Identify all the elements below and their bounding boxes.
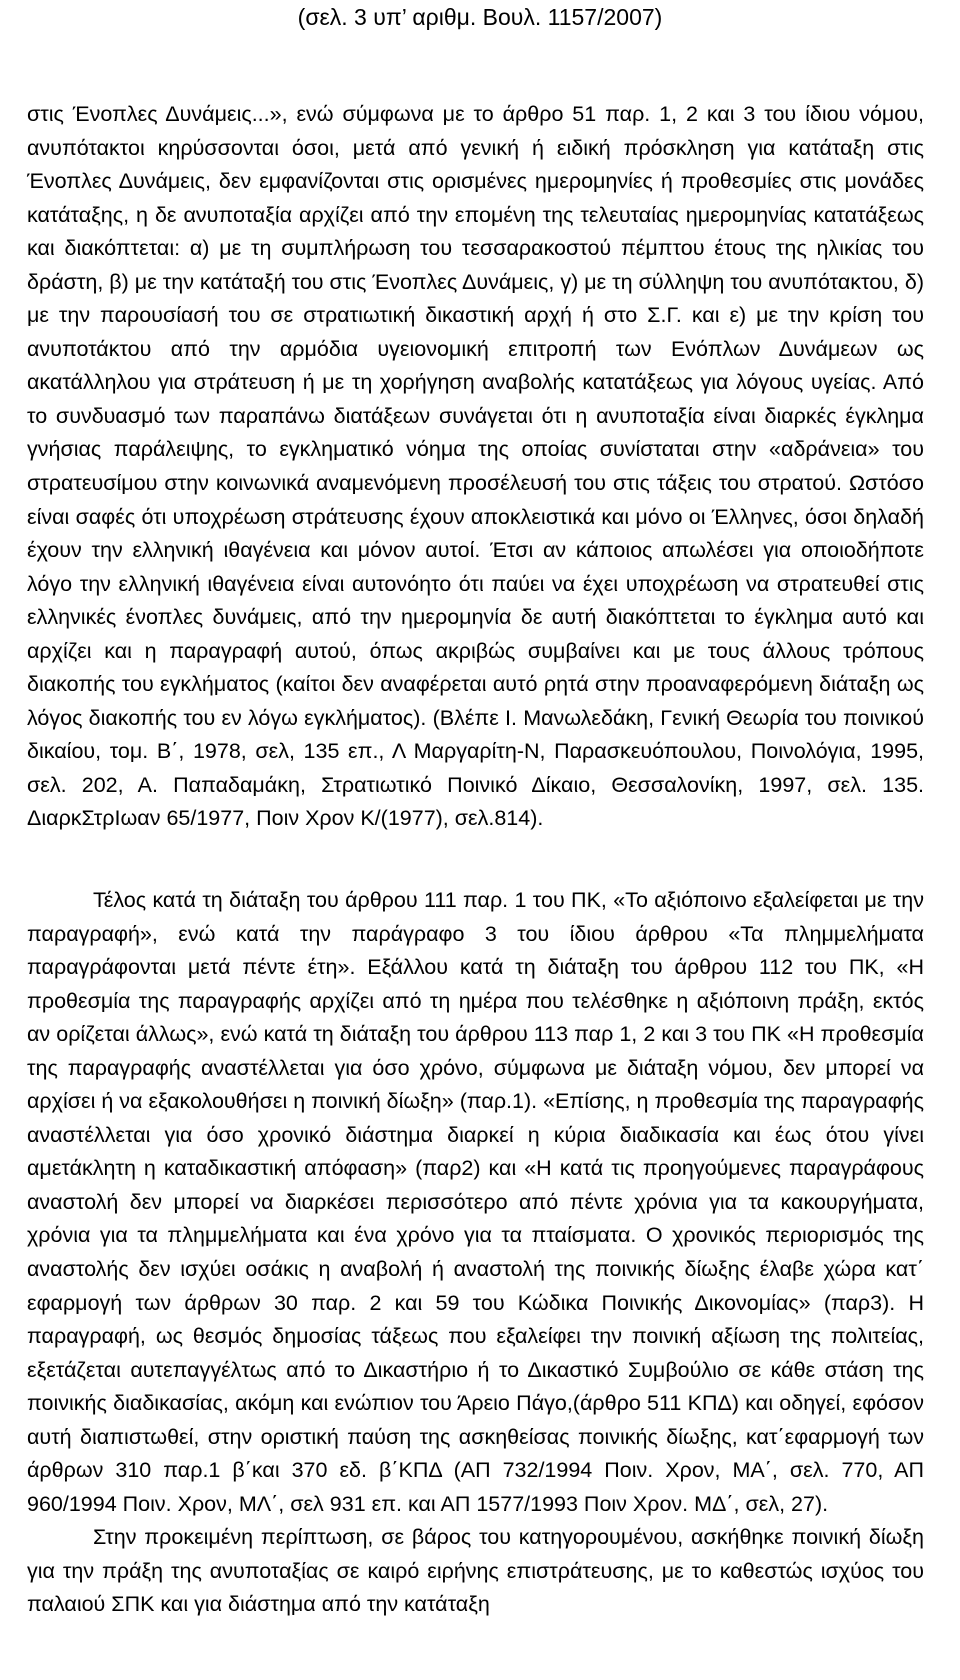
body-paragraph-2: [27, 884, 924, 1622]
page-reference-header: (σελ. 3 υπ’ αριθμ. Βουλ. 1157/2007): [297, 4, 663, 30]
body-paragraph-2-text: Τέλος κατά τη διάταξη του άρθρου 111 παρ. 1 του ΠΚ, «Το αξιόποινο εξαλείφεται με την παραγραφή», ενώ κατά την παράγραφο 3 του ίδιου άρθρου «Τα πλημμελήματα παραγράφονται μετά πέντε έτη». Εξάλλου κατά τη διάταξη του άρθρου 112 του ΠΚ, «Η προθεσμία της παραγραφής αρχίζει από τη ημέρα που τελέσθηκε η αξιόποινη πράξη, εκτός αν ορίζεται άλλως», ενώ κατά τη διάταξη του άρθρου 113 παρ 1, 2 και 3 του ΠΚ «Η προθεσμία της παραγραφής αναστέλλεται για όσο χρόνο, σύμφωνα με διάταξη νόμου, δεν μπορεί να αρχίσει ή να εξακολουθήσει η ποινική δίωξη» (παρ.1). «Επίσης, η προθεσμία της παραγραφής αναστέλλεται για όσο χρονικό διάστημα διαρκεί η κύρια διαδικασία και έως ότου γίνει αμετάκλητη η καταδικαστική απόφαση» (παρ2) και «Η κατά τις προηγούμενες παραγράφους αναστολή δεν μπορεί να διαρκέσει περισσότερο από πέντε χρόνια για τα κακουργήματα, χρόνια για τα πλημμελήματα και ένα χρόνο για τα πταίσματα. Ο χρονικός περιορισμός της αναστολής δεν ισχύει οσάκις η αναβολή ή αναστολή της ποινικής δίωξης έλαβε χώρα κατ΄ εφαρμογή των άρθρων 30 παρ. 2 και 59 του Κώδικα Ποινικής Δικονομίας» (παρ3). Η παραγραφή, ως θεσμός δημοσίας τάξεως που εξαλείφει την ποινική αξίωση της πολιτείας, εξετάζεται αυτεπαγγέλτως από το Δικαστήριο ή το Δικαστικό Συμβούλιο σε κάθε στάση της ποινικής διαδικασίας, ακόμη και ενώπιον του Άρειο Πάγο,(άρθρο 511 ΚΠΔ) και οδηγεί, εφόσον αυτή διαπιστωθεί, στην οριστική παύση της ασκηθείσας ποινικής δίωξης, κατ΄εφαρμογή των άρθρων 310 παρ.1 β΄και 370 εδ. β΄ΚΠΔ (ΑΠ 732/1994 Ποιν. Χρον, ΜΑ΄, σελ. 770, ΑΠ 960/1994 Ποιν. Χρον, ΜΛ΄, σελ 931 επ. και ΑΠ 1577/1993 Ποιν Χρον. ΜΔ΄, σελ, 27).: [27, 888, 924, 1516]
body-paragraph-3-text: Στην προκειμένη περίπτωση, σε βάρος του κατηγορουμένου, ασκήθηκε ποινική δίωξη για την πράξη της ανυποταξίας σε καιρό ειρήνης επιστράτευσης, με το καθεστώς ισχύος του παλαιού ΣΠΚ και για διάστημα από την κατάταξη: [27, 1525, 924, 1617]
body-paragraph-1: στις Ένοπλες Δυνάμεις...», ενώ σύμφωνα με το άρθρο 51 παρ. 1, 2 και 3 του ίδιου νόμου, ανυπότακτοι κηρύσσονται όσοι, μετά από γενική ή ειδική πρόσκληση για κατάταξη στις Ένοπλες Δυνάμεις, δεν εμφανίζονται στις ορισμένες ημερομηνίες ή προθεσμίες στις μονάδες κατάταξης, η δε ανυποταξία αρχίζει από την επομένη της τελευταίας ημερομηνίας κατατάξεως και διακόπτεται: α) με τη συμπλήρωση του τεσσαρακοστού πέμπτου έτους της ηλικίας του δράστη, β) με την κατάταξή του στις Ένοπλες Δυνάμεις, γ) με τη σύλληψη του ανυπότακτου, δ) με την παρουσίασή του σε στρατιωτική δικαστική αρχή ή στο Σ.Γ. και ε) με την κρίση του ανυποτάκτου από την αρμόδια υγειονομική επιτροπή των Ενόπλων Δυνάμεων ως ακατάλληλου για στράτευση ή με τη χορήγηση αναβολής κατατάξεως για λόγους υγείας. Από το συνδυασμό των παραπάνω διατάξεων συνάγεται ότι η ανυποταξία είναι διαρκές έγκλημα γνήσιας παράλειψης, το εγκληματικό νόημα της οποίας συνίσταται στην «αδράνεια» του στρατευσίμου στην κοινωνικά αναμενόμενη προσέλευσή του στις τάξεις του στρατού. Ωστόσο είναι σαφές ότι υποχρέωση στράτευσης έχουν αποκλειστικά και μόνο οι Έλληνες, όσοι δηλαδή έχουν την ελληνική ιθαγένεια και μόνον αυτοί. Έτσι αν κάποιος απωλέσει για οποιοδήποτε λόγο την ελληνική ιθαγένεια είναι αυτονόητο ότι παύει να έχει υποχρέωση να στρατευθεί στις ελληνικές ένοπλες δυνάμεις, από την ημερομηνία δε αυτή διακόπτεται το έγκλημα αυτό και αρχίζει και η παραγραφή αυτού, όπως ακριβώς συμβαίνει και με τους άλλους τρόπους διακοπής του εγκλήματος (καίτοι δεν αναφέρεται αυτό ρητά στην προαναφερόμενη διάταξη ως λόγος διακοπής του εν λόγω εγκλήματος). (Βλέπε Ι. Μανωλεδάκη, Γενική Θεωρία του ποινικού δικαίου, τομ. Β΄, 1978, σελ, 135 επ., Λ Μαργαρίτη-Ν, Παρασκευόπουλου, Ποινολόγια, 1995, σελ. 202, Α. Παπαδαμάκη, Στρατιωτικό Ποινικό Δίκαιο, Θεσσαλονίκη, 1997, σελ. 135. ΔιαρκΣτρΙωαν 65/1977, Ποιν Χρον Κ/(1977), σελ.814).: [27, 102, 924, 831]
